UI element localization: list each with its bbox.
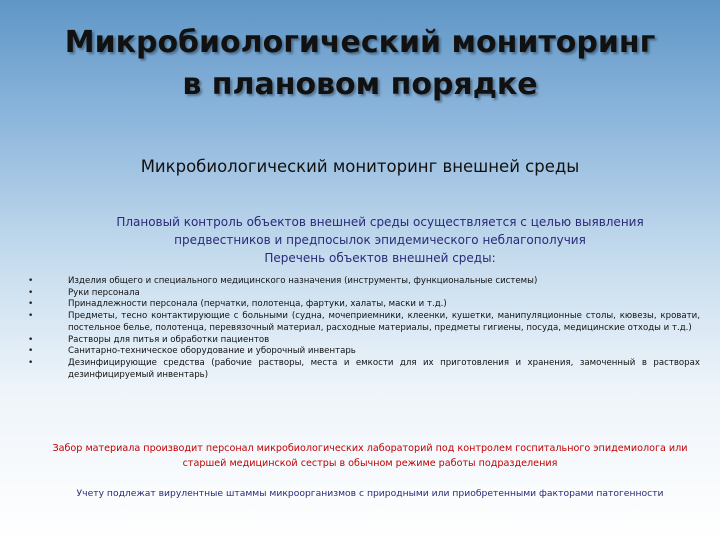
list-item-text: Дезинфицирующие средства (рабочие растворы, места и емкости для их приготовления и хранения, замоченный в растворах дезинфицируемый инвентарь) — [68, 357, 700, 380]
slide-title — [0, 22, 720, 106]
list-heading: Перечень объектов внешней среды: — [264, 251, 496, 265]
list-item-text: Санитарно-техническое оборудование и уборочный инвентарь — [68, 346, 356, 357]
list-item-text: Растворы для питья и обработки пациентов — [68, 334, 270, 345]
list-item — [28, 276, 700, 288]
list-item-text: Предметы, тесно контактирующие с больными (судна, мочеприемники, клеенки, кушетки, манипуляционные столы, кювезы, кровати, постельное белье, полотенца, перевязочный материал, расходные материалы, предметы гигиены, посуда, медицинские отходы и т.д.) — [68, 311, 700, 333]
footer-note: Учету подлежат вирулентные штаммы микроорганизмов с природными или приобретенными факторами патогенности — [76, 488, 664, 499]
list-item — [28, 335, 700, 347]
objects-list — [28, 276, 700, 381]
bullet-icon: • — [28, 334, 34, 345]
list-item-text: Принадлежности персонала (перчатки, полотенца, фартуки, халаты, маски и т.д.) — [68, 299, 447, 310]
intro-text: Плановый контроль объектов внешней среды осуществляется с целью выявления предвестников и предпосылок эпидемического неблагополучия — [116, 215, 644, 247]
bullet-icon: • — [28, 346, 34, 357]
list-item — [28, 311, 700, 334]
bullet-icon: • — [28, 299, 34, 310]
list-item — [28, 288, 700, 300]
list-item — [28, 358, 700, 381]
sampling-note: Забор материала производит персонал микробиологических лабораторий под контролем госпитального эпидемиолога или старшей медицинской сестры в обычном режиме работы подразделения — [52, 443, 688, 469]
slide-title-line-1: Микробиологический мониторинг — [64, 25, 656, 60]
list-item — [28, 346, 700, 358]
slide-subtitle: Микробиологический мониторинг внешней среды — [140, 157, 580, 176]
bullet-icon: • — [28, 276, 34, 286]
list-item-text: Руки персонала — [68, 287, 140, 298]
intro-block — [80, 213, 680, 267]
slide-title-line-2: в плановом порядке — [182, 67, 538, 102]
bullet-icon: • — [28, 311, 34, 322]
list-item-text: Изделия общего и специального медицинского назначения (инструменты, функциональные системы) — [68, 276, 538, 286]
bullet-icon: • — [28, 287, 34, 298]
bullet-icon: • — [28, 357, 34, 368]
list-item — [28, 299, 700, 311]
